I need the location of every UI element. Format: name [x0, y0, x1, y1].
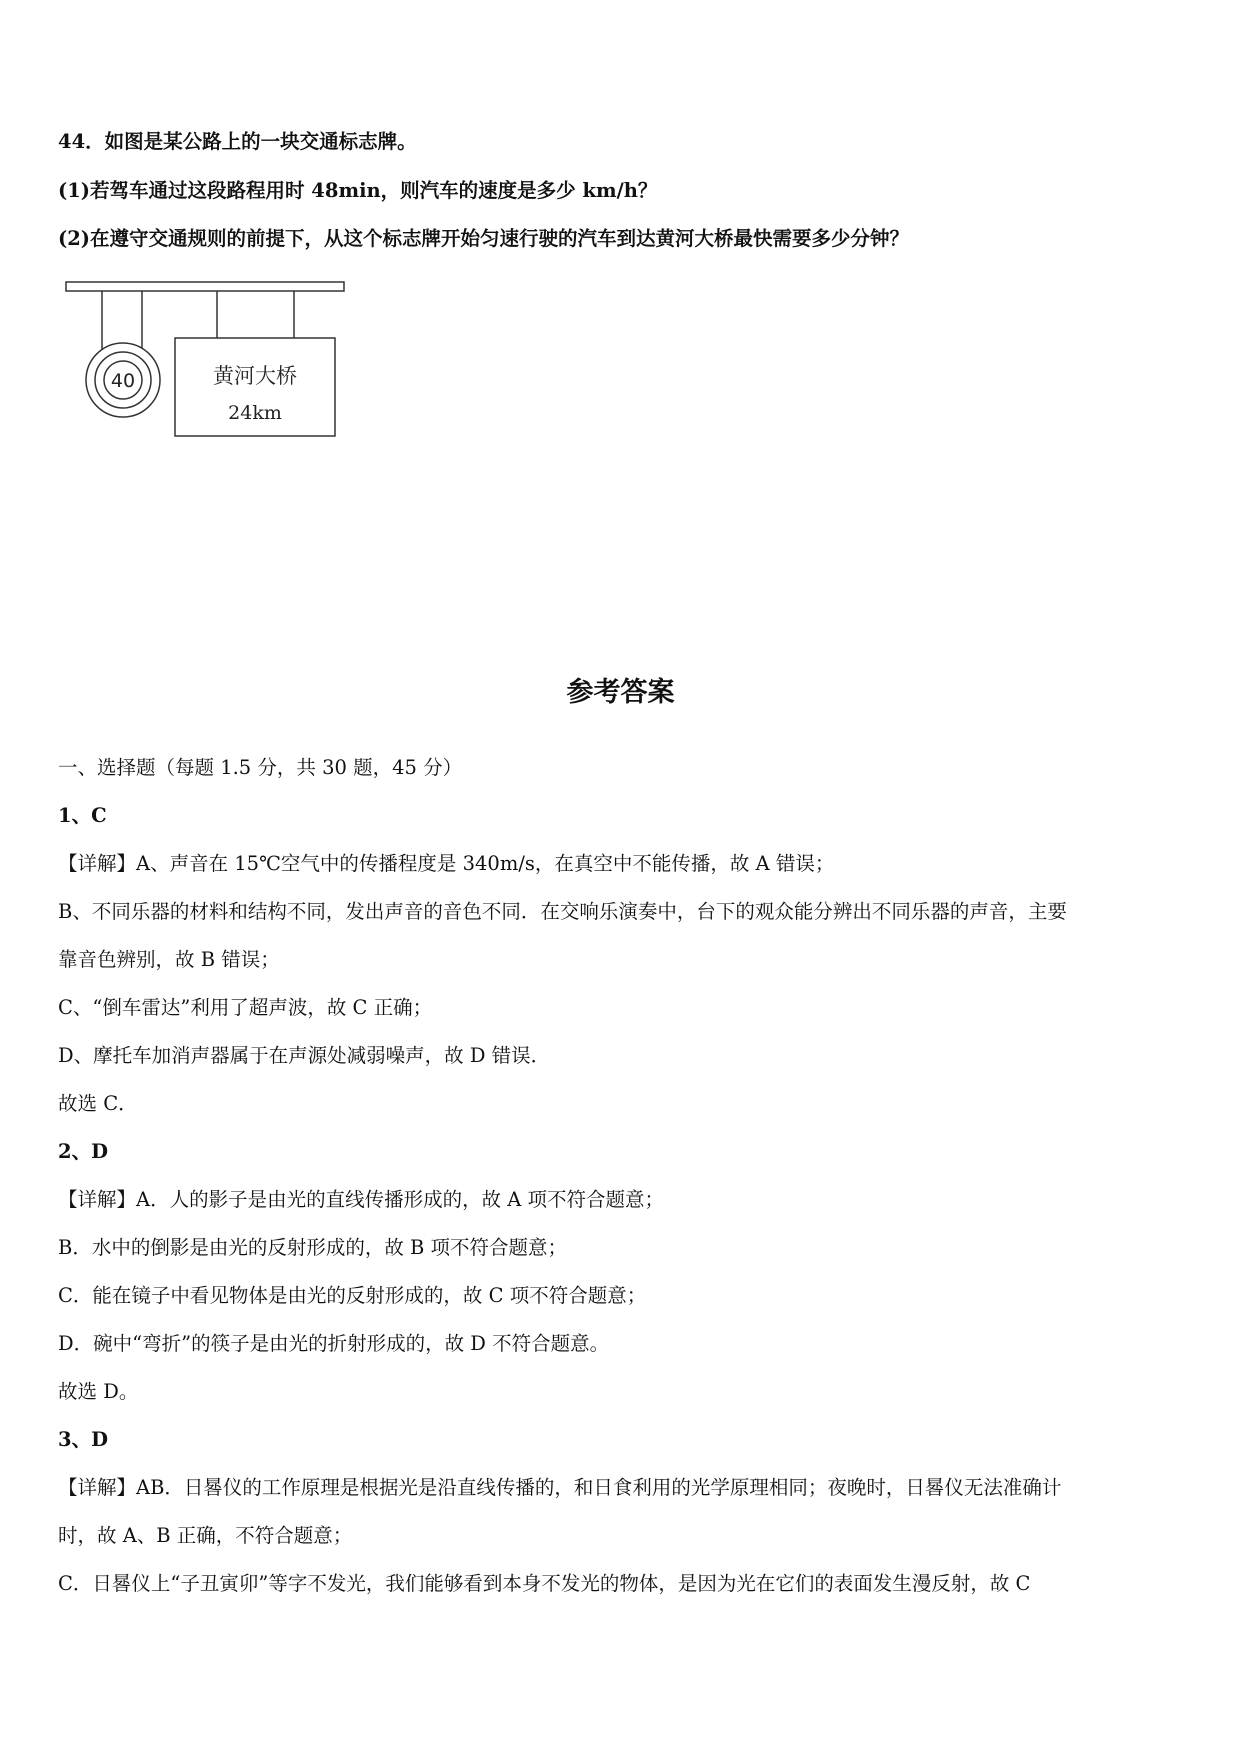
traffic-sign-figure	[60, 278, 360, 448]
answer-3-line-2: 时，故 A、B 正确，不符合题意；	[58, 1524, 353, 1547]
answer-2-line-3: C．能在镜子中看见物体是由光的反射形成的，故 C 项不符合题意；	[58, 1284, 647, 1307]
answer-label-3: 3、D	[58, 1428, 108, 1451]
destination-distance: 24km	[228, 402, 282, 424]
answer-2-line-2: B．水中的倒影是由光的反射形成的，故 B 项不符合题意；	[58, 1236, 568, 1259]
answer-title: 参考答案	[566, 677, 675, 708]
section-heading: 一、选择题（每题 1.5 分，共 30 题，45 分）	[58, 756, 463, 779]
answer-3-line-3: C．日晷仪上“子丑寅卯”等字不发光，我们能够看到本身不发光的物体，是因为光在它们的表面发生漫反射，故 C	[58, 1572, 1031, 1595]
speed-limit-value: 40	[110, 370, 136, 392]
answer-1-line-4: C、“倒车雷达”利用了超声波，故 C 正确；	[58, 996, 433, 1019]
answer-2-line-4: D．碗中“弯折”的筷子是由光的折射形成的，故 D 不符合题意。	[58, 1332, 610, 1355]
sign-crossbar	[66, 282, 344, 291]
question-part-2: (2)在遵守交通规则的前提下，从这个标志牌开始匀速行驶的汽车到达黄河大桥最快需要多少分钟？	[58, 227, 910, 250]
answer-label-1: 1、C	[58, 804, 107, 827]
question-stem: 44．如图是某公路上的一块交通标志牌。	[58, 130, 417, 153]
speed-limit-sign	[86, 343, 160, 417]
answer-1-line-6: 故选 C．	[58, 1092, 138, 1115]
answer-1-line-3: 靠音色辨别，故 B 错误；	[58, 948, 280, 971]
answer-label-2: 2、D	[58, 1140, 108, 1163]
answer-3-line-1: 【详解】AB．日晷仪的工作原理是根据光是沿直线传播的，和日食利用的光学原理相同；夜晚时，日晷仪无法准确计	[58, 1476, 1062, 1499]
answer-1-line-1: 【详解】A、声音在 15℃空气中的传播程度是 340m/s，在真空中不能传播，故 A 错误；	[58, 852, 835, 875]
answer-2-line-1: 【详解】A．人的影子是由光的直线传播形成的，故 A 项不符合题意；	[58, 1188, 665, 1211]
answer-1-line-2: B、不同乐器的材料和结构不同，发出声音的音色不同．在交响乐演奏中，台下的观众能分辨出不同乐器的声音，主要	[58, 900, 1067, 923]
destination-sign	[175, 338, 335, 436]
destination-name: 黄河大桥	[213, 364, 297, 388]
answer-2-line-5: 故选 D。	[58, 1380, 139, 1403]
question-part-1: (1)若驾车通过这段路程用时 48min，则汽车的速度是多少 km/h？	[58, 179, 658, 202]
answer-1-line-5: D、摩托车加消声器属于在声源处减弱噪声，故 D 错误．	[58, 1044, 551, 1067]
